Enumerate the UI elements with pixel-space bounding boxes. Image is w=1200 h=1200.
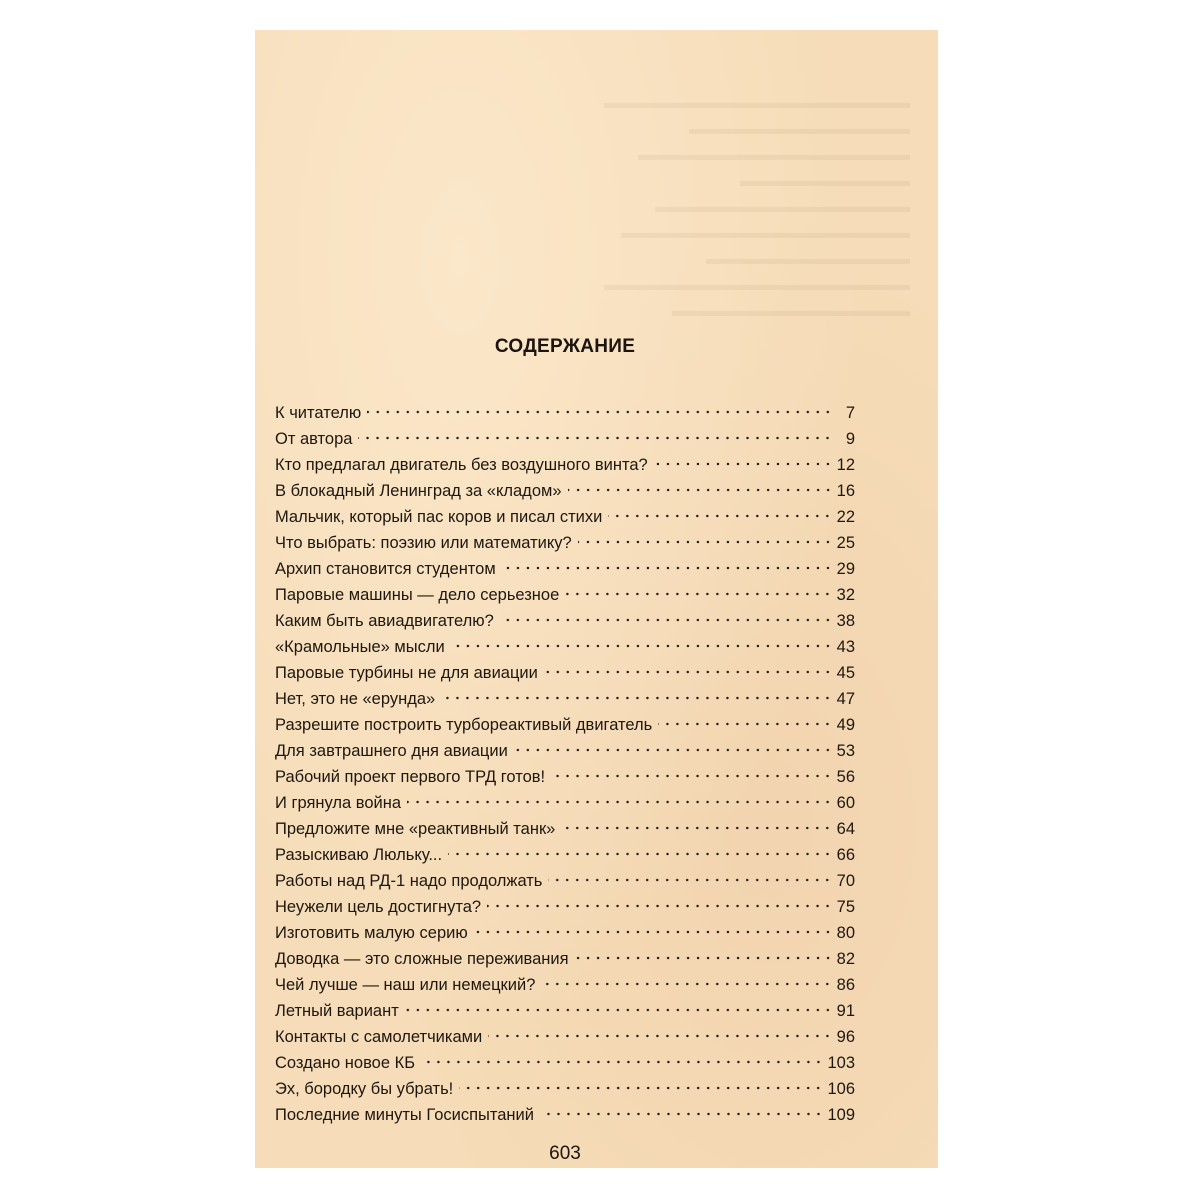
toc-entry-title: Каким быть авиадвигателю?	[275, 612, 494, 630]
dot-leader	[541, 982, 832, 986]
toc-entry-title: Кто предлагал двигатель без воздушного винта?	[275, 456, 648, 474]
toc-entry-title: Мальчик, который пас коров и писал стихи	[275, 508, 603, 526]
toc-entry[interactable]	[275, 1076, 855, 1102]
toc-entry[interactable]	[275, 790, 855, 816]
dot-leader	[544, 670, 833, 674]
toc-entry-title: Разрешите построить турбореактивый двигатель	[275, 716, 653, 734]
toc-entry-page: 96	[836, 1028, 855, 1046]
toc-entry[interactable]	[275, 738, 855, 764]
dot-leader	[487, 904, 833, 908]
toc-entry-page: 53	[836, 742, 855, 760]
toc-entry-title: Рабочий проект первого ТРД готов!	[275, 768, 546, 786]
toc-entry-page: 45	[836, 664, 855, 682]
toc-entry[interactable]	[275, 530, 855, 556]
toc-entry[interactable]	[275, 1102, 855, 1128]
toc-entry-page: 86	[836, 976, 855, 994]
dot-leader	[551, 774, 833, 778]
dot-leader	[502, 566, 833, 570]
toc-entry[interactable]	[275, 972, 855, 998]
toc-entry-page: 12	[836, 456, 855, 474]
show-through-texture: ▬▬▬▬▬▬▬▬▬▬▬▬▬▬▬▬▬▬ ▬▬▬▬▬▬▬▬▬▬▬▬▬ ▬▬▬▬▬▬▬▬▬▬▬▬▬▬▬▬ ▬▬▬▬▬▬▬▬▬▬ ▬▬▬▬▬▬▬▬▬▬▬▬▬▬▬ ▬▬▬▬▬▬▬▬▬▬▬▬▬▬▬▬▬ ▬▬▬▬▬▬▬▬▬▬▬▬ ▬▬▬▬▬▬▬▬▬▬▬▬▬▬▬▬▬▬ ▬▬▬▬▬▬▬▬▬▬▬▬▬▬	[604, 93, 910, 320]
toc-entry-page: 109	[827, 1106, 855, 1124]
toc-entry-page: 91	[836, 1002, 855, 1020]
toc-entry-title: Работы над РД-1 надо продолжать	[275, 872, 543, 890]
book-page	[255, 30, 938, 1168]
toc-entry-title: От автора	[275, 430, 353, 448]
toc-entry-page: 7	[845, 404, 855, 422]
toc-entry-page: 25	[836, 534, 855, 552]
toc-entry-title: «Крамольные» мысли	[275, 638, 445, 656]
toc-entry-title: Создано новое КБ	[275, 1054, 416, 1072]
toc-entry[interactable]	[275, 712, 855, 738]
toc-entry[interactable]	[275, 764, 855, 790]
toc-entry-page: 9	[845, 430, 855, 448]
toc-entry-title: Что выбрать: поэзию или математику?	[275, 534, 572, 552]
toc-entry-page: 60	[836, 794, 855, 812]
dot-leader	[367, 410, 833, 414]
toc-entry[interactable]	[275, 582, 855, 608]
toc-entry[interactable]	[275, 686, 855, 712]
toc-entry[interactable]	[275, 868, 855, 894]
dot-leader	[421, 1060, 823, 1064]
toc-entry-page: 49	[836, 716, 855, 734]
dot-leader	[568, 488, 833, 492]
toc-entry-page: 16	[836, 482, 855, 500]
dot-leader	[540, 1112, 823, 1116]
toc-entry-title: Архип становится студентом	[275, 560, 496, 578]
toc-entry-page: 43	[836, 638, 855, 656]
toc-entry-page: 75	[836, 898, 855, 916]
dot-leader	[608, 514, 832, 518]
toc-entry-title: В блокадный Ленинград за «кладом»	[275, 482, 562, 500]
toc-entry-page: 70	[836, 872, 855, 890]
toc-entry[interactable]	[275, 608, 855, 634]
dot-leader	[474, 930, 833, 934]
toc-entry-title: Для завтрашнего дня авиации	[275, 742, 508, 760]
toc-entry-title: Летный вариант	[275, 1002, 399, 1020]
toc-entry[interactable]	[275, 998, 855, 1024]
dot-leader	[451, 644, 833, 648]
dot-leader	[654, 462, 833, 466]
toc-entry-page: 82	[836, 950, 855, 968]
dot-leader	[561, 826, 832, 830]
toc-entry-title: Чей лучше — наш или немецкий?	[275, 976, 536, 994]
toc-entry-title: Изготовить малую серию	[275, 924, 468, 942]
toc-entry[interactable]	[275, 946, 855, 972]
toc-entry[interactable]	[275, 426, 855, 452]
toc-entry-page: 32	[836, 586, 855, 604]
toc-entry-title: Нет, это не «ерунда»	[275, 690, 436, 708]
dot-leader	[514, 748, 833, 752]
dot-leader	[358, 436, 833, 440]
toc-entry-page: 80	[836, 924, 855, 942]
dot-leader	[441, 696, 832, 700]
toc-entry[interactable]	[275, 816, 855, 842]
toc-entry[interactable]	[275, 504, 855, 530]
toc-entry-page: 64	[836, 820, 855, 838]
dot-leader	[448, 852, 833, 856]
toc-entry-page: 56	[836, 768, 855, 786]
dot-leader	[488, 1034, 832, 1038]
toc-entry[interactable]	[275, 556, 855, 582]
toc-entry[interactable]	[275, 452, 855, 478]
dot-leader	[578, 540, 833, 544]
toc-entry-page: 29	[836, 560, 855, 578]
toc-heading: СОДЕРЖАНИЕ	[494, 336, 636, 357]
toc-entry-title: К читателю	[275, 404, 362, 422]
toc-entry-title: Эх, бородку бы убрать!	[275, 1080, 454, 1098]
toc-entry-page: 22	[836, 508, 855, 526]
toc-entry-title: Контакты с самолетчиками	[275, 1028, 483, 1046]
toc-entry-title: Доводка — это сложные переживания	[275, 950, 569, 968]
dot-leader	[565, 592, 832, 596]
dot-leader	[548, 878, 832, 882]
toc-entry[interactable]	[275, 400, 855, 426]
toc-entry-title: Последние минуты Госиспытаний	[275, 1106, 534, 1124]
toc-entry-title: Паровые машины — дело серьезное	[275, 586, 560, 604]
toc-entry-page: 103	[827, 1054, 855, 1072]
toc-entry[interactable]	[275, 1024, 855, 1050]
toc-entry[interactable]	[275, 634, 855, 660]
toc-entry[interactable]	[275, 1050, 855, 1076]
toc-entry-title: И грянула война	[275, 794, 402, 812]
dot-leader	[500, 618, 833, 622]
toc-entry[interactable]	[275, 478, 855, 504]
dot-leader	[658, 722, 832, 726]
toc-entry[interactable]	[275, 920, 855, 946]
toc-entry-title: Предложите мне «реактивный танк»	[275, 820, 556, 838]
table-of-contents	[275, 400, 855, 1128]
dot-leader	[575, 956, 833, 960]
toc-entry-page: 106	[827, 1080, 855, 1098]
dot-leader	[407, 800, 833, 804]
dot-leader	[405, 1008, 833, 1012]
toc-entry[interactable]	[275, 894, 855, 920]
toc-entry[interactable]	[275, 842, 855, 868]
toc-entry-page: 47	[836, 690, 855, 708]
toc-entry-page: 38	[836, 612, 855, 630]
toc-entry-title: Паровые турбины не для авиации	[275, 664, 538, 682]
toc-entry-title: Неужели цель достигнута?	[275, 898, 482, 916]
toc-entry-title: Разыскиваю Люльку...	[275, 846, 443, 864]
dot-leader	[459, 1086, 823, 1090]
page-number: 603	[549, 1143, 581, 1164]
toc-entry-page: 66	[836, 846, 855, 864]
toc-entry[interactable]	[275, 660, 855, 686]
